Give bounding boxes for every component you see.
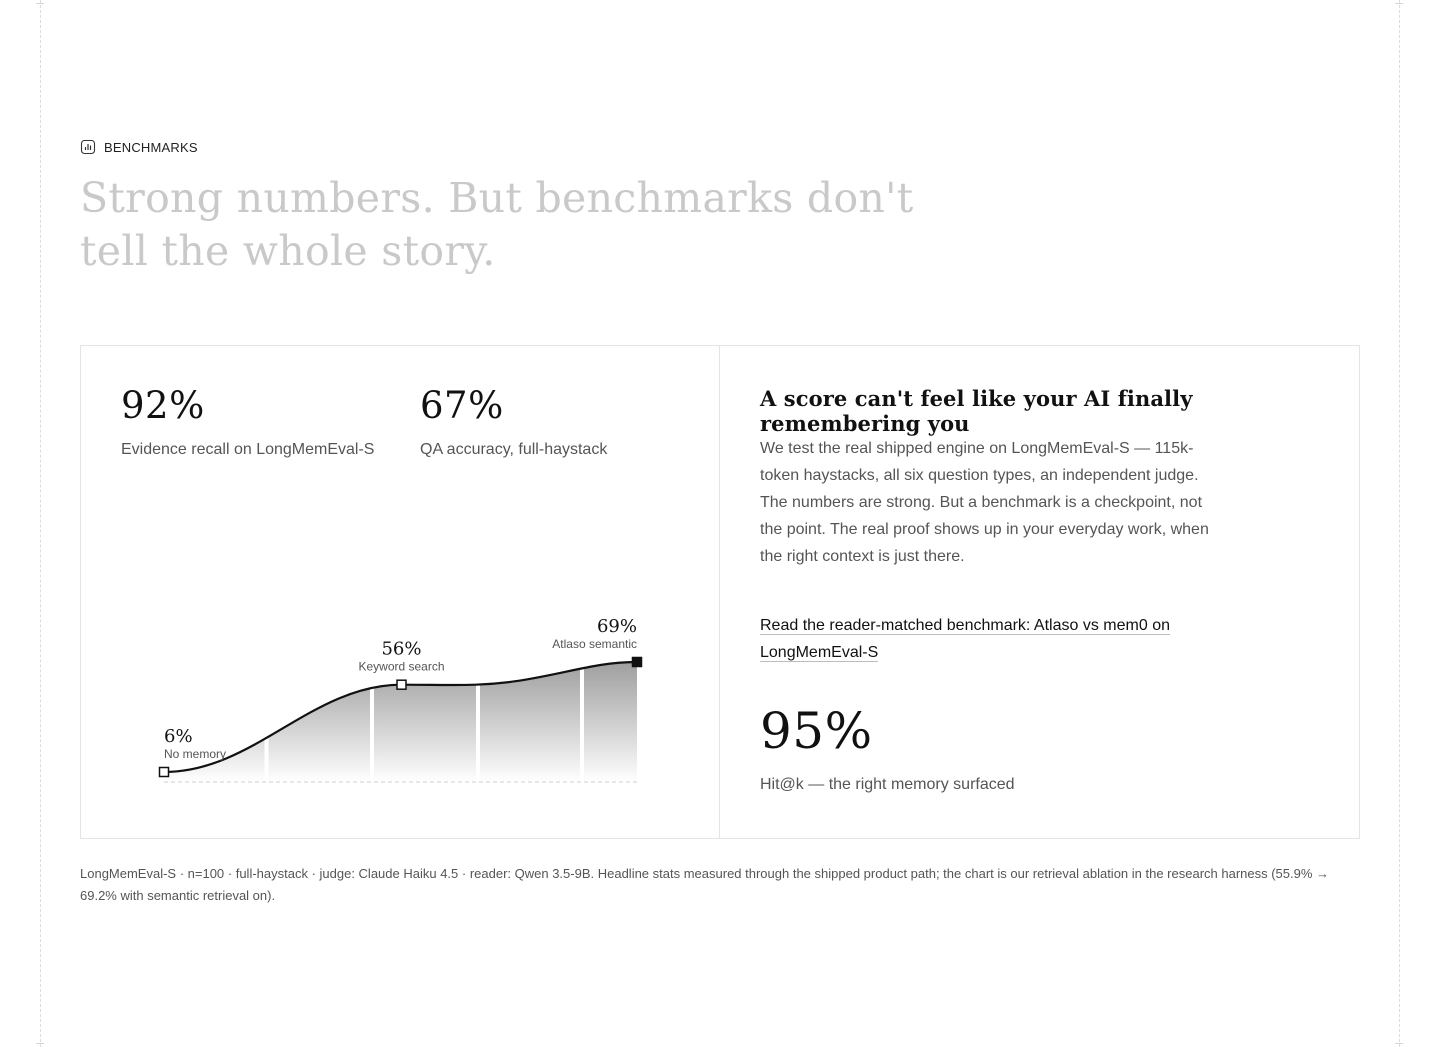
frame-guide-left [40, 0, 41, 1047]
story-panel [720, 346, 1359, 838]
stat-label: QA accuracy, full-haystack [420, 441, 608, 458]
data-category-label: No memory [164, 747, 227, 761]
data-value-label: 69% [596, 616, 637, 637]
corner-mark [1395, 1043, 1403, 1047]
panel-title: A score can't feel like your AI finally remembering you [760, 386, 1193, 436]
data-category-label: Keyword search [358, 659, 445, 674]
frame-guide-right [1399, 0, 1400, 1047]
stat-value: 92% [121, 384, 205, 427]
corner-mark [36, 0, 44, 4]
corner-mark [36, 1043, 44, 1047]
data-point-marker [160, 768, 169, 777]
stat-value: 67% [420, 384, 504, 427]
hit-at-k-label: Hit@k — the right memory surfaced [760, 776, 1015, 793]
data-value-label: 56% [381, 638, 422, 660]
methodology-footnote: LongMemEval-S · n=100 · full-haystack · judge: Claude Haiku 4.5 · reader: Qwen 3.5-9B. Headline stats measured through the shipped product path; the chart is our retrieval ablation in the research harness (55.9% → 69.2% with semantic retrieval on). [80, 866, 1330, 903]
data-value-label: 6% [164, 726, 193, 747]
benchmark-link-wrap [760, 612, 1230, 666]
stats-panel [81, 346, 720, 838]
benchmark-card [80, 345, 1360, 839]
page-title: Strong numbers. But benchmarks don't tell the whole story. [80, 174, 914, 275]
section-eyebrow [80, 139, 198, 155]
chart-divider [476, 596, 480, 782]
bar-chart-icon [80, 139, 96, 155]
corner-mark [1395, 0, 1403, 4]
data-point-marker [397, 680, 406, 689]
retrieval-ablation-chart [81, 346, 720, 838]
data-point-marker [633, 658, 642, 667]
panel-body: We test the real shipped engine on LongMemEval-S — 115k-token haystacks, all six question types, an independent judge. The numbers are strong. But a benchmark is a checkpoint, not the point. The real proof shows up in your everyday work, when the right context is just there. [760, 440, 1209, 565]
hit-at-k-value: 95% [760, 702, 873, 760]
section-label: BENCHMARKS [104, 139, 198, 155]
stat-label: Evidence recall on LongMemEval-S [121, 441, 375, 458]
chart-divider [265, 596, 269, 782]
benchmark-link[interactable]: Read the reader-matched benchmark: Atlaso vs mem0 on LongMemEval-S [760, 617, 1170, 661]
data-category-label: Atlaso semantic [552, 637, 637, 651]
chart-divider [580, 596, 584, 782]
